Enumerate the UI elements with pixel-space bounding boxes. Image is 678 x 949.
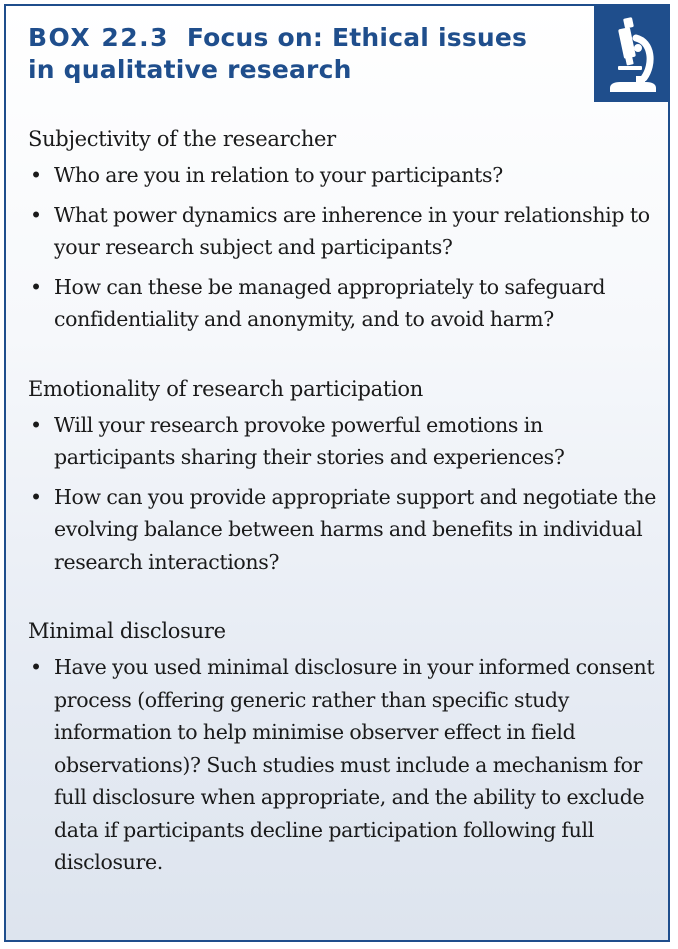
section-emotionality [28,374,658,579]
box-title [28,22,588,86]
box-title-line2: in qualitative research [28,55,352,84]
box-number: BOX 22.3 [28,23,170,52]
bullet-list [28,651,658,879]
icon-block [594,4,670,102]
bullet-item: • How can you provide appropriate support and negotiate the evolving balance between harms and benefits in individual research interactions? [28,481,658,579]
section-subjectivity [28,124,658,336]
focus-box [4,4,670,942]
bullet-item: • What power dynamics are inherence in your relationship to your research subject and participants? [28,199,658,264]
bullet-list [28,409,658,579]
microscope-icon [594,4,670,102]
box-content [28,124,658,879]
bullet-item: • Will your research provoke powerful emotions in participants sharing their stories and experiences? [28,409,658,474]
section-heading: Emotionality of research participation [28,376,423,401]
section-heading: Subjectivity of the researcher [28,127,336,151]
box-title-line1: Focus on: Ethical issues [186,23,528,52]
bullet-list [28,159,658,336]
section-minimal-disclosure [28,616,658,879]
bullet-item: • Have you used minimal disclosure in your informed consent process (offering generic rather than specific study information to help minimise observer effect in field observations)? Such studies must include a mechanism for full disclosure when appropriate, and the ability to exclude data if participants decline participation following full disclosure. [28,651,658,879]
section-heading: Minimal disclosure [28,619,226,643]
bullet-item: • Who are you in relation to your participants? [28,159,658,192]
bullet-item: • How can these be managed appropriately to safeguard confidentiality and anonymity, and to avoid harm? [28,271,658,336]
